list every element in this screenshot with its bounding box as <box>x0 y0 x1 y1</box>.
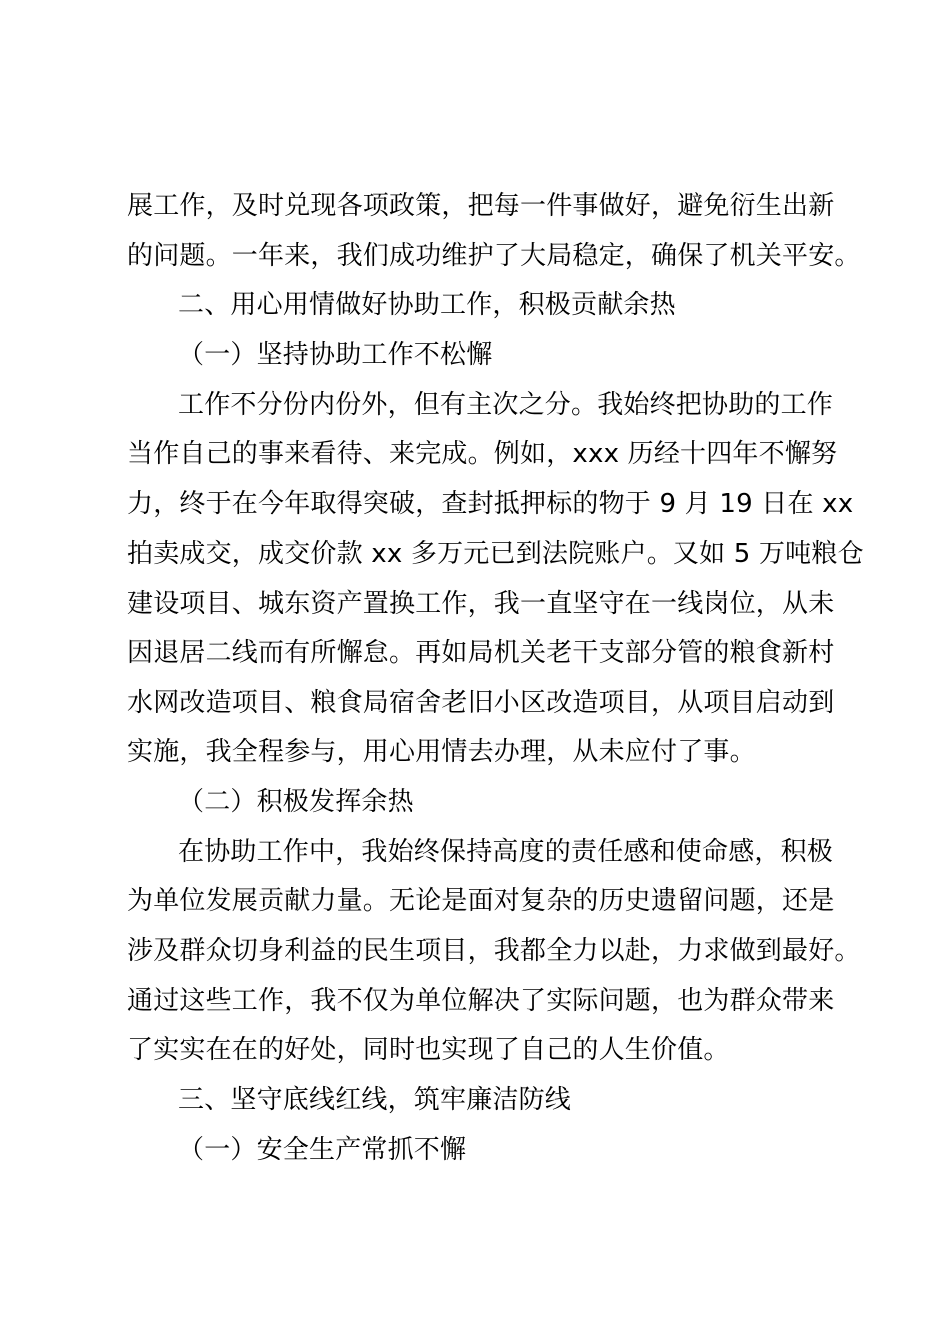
subsection-heading: （二）积极发挥余热 <box>178 787 414 817</box>
paragraph-line: 拍卖成交，成交价款 xx 多万元已到法院账户。又如 5 万吨粮仓 <box>127 539 864 569</box>
paragraph-line: 通过这些工作，我不仅为单位解决了实际问题，也为群众带来 <box>127 986 835 1016</box>
paragraph-line: 展工作，及时兑现各项政策，把每一件事做好，避免衍生出新 <box>127 191 835 221</box>
subsection-heading: （一）安全生产常抓不懈 <box>178 1135 467 1165</box>
paragraph-line: 了实实在在的好处，同时也实现了自己的人生价值。 <box>127 1035 730 1065</box>
subsection-heading: （一）坚持协助工作不松懈 <box>178 340 493 370</box>
paragraph-line: 因退居二线而有所懈怠。再如局机关老干支部分管的粮食新村 <box>127 638 835 668</box>
paragraph-line: 为单位发展贡献力量。无论是面对复杂的历史遗留问题，还是 <box>127 886 835 916</box>
paragraph-line: 建设项目、城东资产置换工作，我一直坚守在一线岗位，从未 <box>127 589 835 619</box>
paragraph-line: 在协助工作中，我始终保持高度的责任感和使命感，积极 <box>178 837 834 867</box>
section-heading: 二、用心用情做好协助工作，积极贡献余热 <box>178 290 676 320</box>
paragraph-line: 实施，我全程参与，用心用情去办理，从未应付了事。 <box>127 737 756 767</box>
paragraph-line: 涉及群众切身利益的民生项目，我都全力以赴，力求做到最好。 <box>127 936 861 966</box>
section-heading: 三、坚守底线红线，筑牢廉洁防线 <box>178 1085 572 1115</box>
paragraph-line: 工作不分份内份外，但有主次之分。我始终把协助的工作 <box>178 390 834 420</box>
paragraph-line: 水网改造项目、粮食局宿舍老旧小区改造项目，从项目启动到 <box>127 688 835 718</box>
paragraph-line: 当作自己的事来看待、来完成。例如，xxx 历经十四年不懈努 <box>127 439 838 469</box>
paragraph-line: 的问题。一年来，我们成功维护了大局稳定，确保了机关平安。 <box>127 241 861 271</box>
paragraph-line: 力，终于在今年取得突破，查封抵押标的物于 9 月 19 日在 xx <box>127 489 854 519</box>
